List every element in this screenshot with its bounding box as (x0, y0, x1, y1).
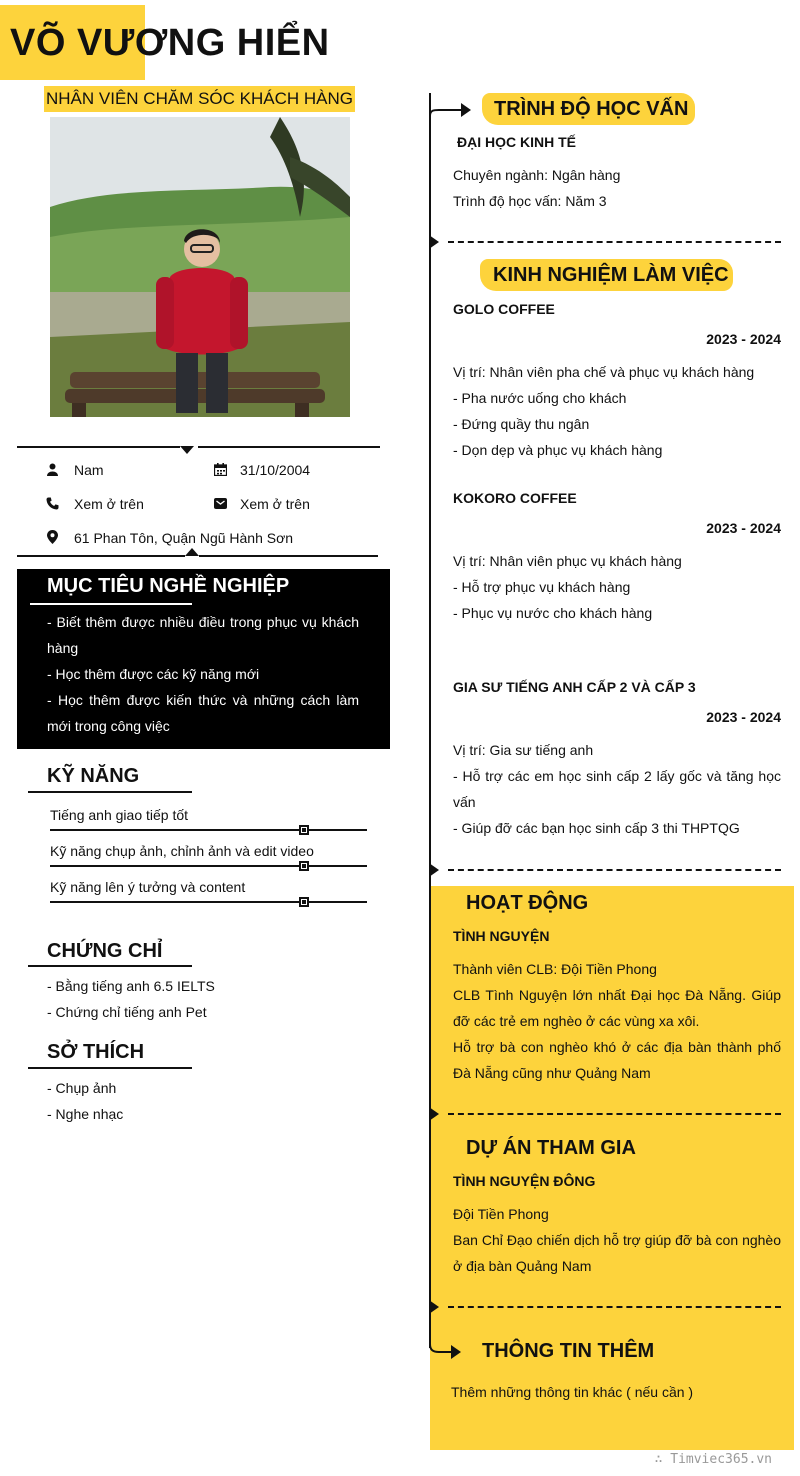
skill-label: Kỹ năng lên ý tưởng và content (50, 879, 246, 895)
skills-underline (28, 791, 192, 793)
location-pin-icon (44, 529, 60, 545)
skill-level-knob (299, 861, 309, 871)
certificate-item: - Chứng chỉ tiếng anh Pet (47, 1004, 207, 1020)
education-level: Trình độ học vấn: Năm 3 (453, 193, 607, 209)
certificates-title: CHỨNG CHỈ (47, 940, 163, 962)
arrow-right-icon (429, 1326, 465, 1366)
project-name: TÌNH NGUYỆN ĐÔNG (453, 1173, 596, 1189)
skill-level-knob (299, 825, 309, 835)
skill-label: Kỹ năng chụp ảnh, chỉnh ảnh và edit video (50, 843, 314, 859)
skill-bar (50, 829, 367, 831)
activity-line: Hỗ trợ bà con nghèo khó ở các địa bàn thành phố Đà Nẵng cũng như Quảng Nam (453, 1039, 781, 1081)
projects-title: DỰ ÁN THAM GIA (466, 1137, 636, 1159)
gender-value: Nam (74, 462, 104, 478)
section-separator (448, 241, 781, 243)
profile-photo (50, 117, 350, 417)
job-line: Vị trí: Gia sư tiếng anh (453, 742, 594, 758)
skills-title: KỸ NĂNG (47, 765, 140, 787)
hobby-item: - Nghe nhạc (47, 1106, 124, 1122)
info-divider-top-right (198, 446, 380, 448)
info-divider-marker-up (185, 548, 199, 556)
extra-info-text: Thêm những thông tin khác ( nếu cần ) (451, 1384, 694, 1400)
brand-text: Timviec365.vn (670, 1452, 772, 1467)
info-divider-marker-down (180, 446, 194, 454)
info-divider-top-left (17, 446, 180, 448)
hobbies-title: SỞ THÍCH (47, 1041, 145, 1063)
timeline-marker (429, 235, 439, 249)
skill-bar (50, 865, 367, 867)
skill-label: Tiếng anh giao tiếp tốt (50, 807, 189, 823)
job-line: - Phục vụ nước cho khách hàng (453, 605, 653, 621)
job-company: KOKORO COFFEE (453, 490, 577, 506)
job-line: - Hỗ trợ phục vụ khách hàng (453, 579, 631, 595)
timeline-marker (429, 1300, 439, 1314)
job-line: - Đứng quầy thu ngân (453, 416, 590, 432)
calendar-icon (212, 461, 228, 477)
skill-level-knob (299, 897, 309, 907)
job-period: 2023 - 2024 (706, 709, 781, 725)
certificate-item: - Bằng tiếng anh 6.5 IELTS (47, 978, 215, 994)
footer-brand (655, 1452, 772, 1467)
phone-value: Xem ở trên (74, 496, 144, 512)
job-line: Vị trí: Nhân viên pha chế và phục vụ khách hàng (453, 364, 755, 380)
email-value: Xem ở trên (240, 496, 310, 512)
timeline-marker (429, 863, 439, 877)
skill-bar (50, 901, 367, 903)
phone-icon (44, 495, 60, 511)
job-line: Vị trí: Nhân viên phục vụ khách hàng (453, 553, 682, 569)
job-period: 2023 - 2024 (706, 520, 781, 536)
hobby-item: - Chụp ảnh (47, 1080, 117, 1096)
activity-line: CLB Tình Nguyện lớn nhất Đại học Đà Nẵng. Giúp đỡ các trẻ em nghèo ở các vùng xa xôi. (453, 987, 781, 1029)
brand-dots-icon: ∴ (654, 1452, 671, 1467)
section-separator (448, 1306, 781, 1308)
experience-title: KINH NGHIỆM LÀM VIỆC (493, 264, 729, 286)
section-separator (448, 1113, 781, 1115)
hobbies-underline (28, 1067, 192, 1069)
arrow-right-icon (429, 94, 473, 124)
job-title: NHÂN VIÊN CHĂM SÓC KHÁCH HÀNG (44, 86, 355, 112)
education-title: TRÌNH ĐỘ HỌC VẤN (494, 98, 689, 120)
section-separator (448, 869, 781, 871)
objective-title: MỤC TIÊU NGHỀ NGHIỆP (47, 575, 290, 597)
address-value: 61 Phan Tôn, Quận Ngũ Hành Sơn (74, 530, 294, 546)
job-company: GIA SƯ TIẾNG ANH CẤP 2 VÀ CẤP 3 (453, 679, 696, 695)
job-period: 2023 - 2024 (706, 331, 781, 347)
info-divider-bottom-left (17, 555, 185, 557)
activity-organization: TÌNH NGUYỆN (453, 928, 550, 944)
info-divider-bottom-right (199, 555, 378, 557)
objective-line: - Học thêm được các kỹ năng mới (47, 666, 260, 682)
job-line: - Hỗ trợ các em học sinh cấp 2 lấy gốc và tăng học vấn (453, 768, 781, 810)
certificates-underline (28, 965, 192, 967)
education-major: Chuyên ngành: Ngân hàng (453, 167, 621, 183)
timeline-marker (429, 1107, 439, 1121)
user-icon (44, 461, 60, 477)
activity-line: Thành viên CLB: Đội Tiền Phong (453, 961, 657, 977)
job-line: - Pha nước uống cho khách (453, 390, 627, 406)
project-line: Đội Tiền Phong (453, 1206, 549, 1222)
job-company: GOLO COFFEE (453, 301, 555, 317)
birthday-value: 31/10/2004 (240, 462, 311, 478)
job-line: - Dọn dẹp và phục vụ khách hàng (453, 442, 663, 458)
job-line: - Giúp đỡ các bạn học sinh cấp 3 thi THPTQG (453, 820, 740, 836)
candidate-name: VÕ VƯƠNG HIỂN (10, 22, 330, 64)
extra-info-title: THÔNG TIN THÊM (482, 1340, 655, 1362)
activities-title: HOẠT ĐỘNG (466, 892, 589, 914)
project-line: Ban Chỉ Đạo chiến dịch hỗ trợ giúp đỡ bà con nghèo ở địa bàn Quảng Nam (453, 1232, 781, 1274)
objective-underline (30, 603, 192, 605)
school-name: ĐẠI HỌC KINH TẾ (457, 134, 576, 150)
objective-line: - Học thêm được kiến thức và những cách làm mới trong công việc (47, 692, 359, 734)
timeline-line (429, 93, 431, 1348)
email-icon (212, 495, 228, 511)
objective-line: - Biết thêm được nhiều điều trong phục vụ khách hàng (47, 614, 359, 656)
